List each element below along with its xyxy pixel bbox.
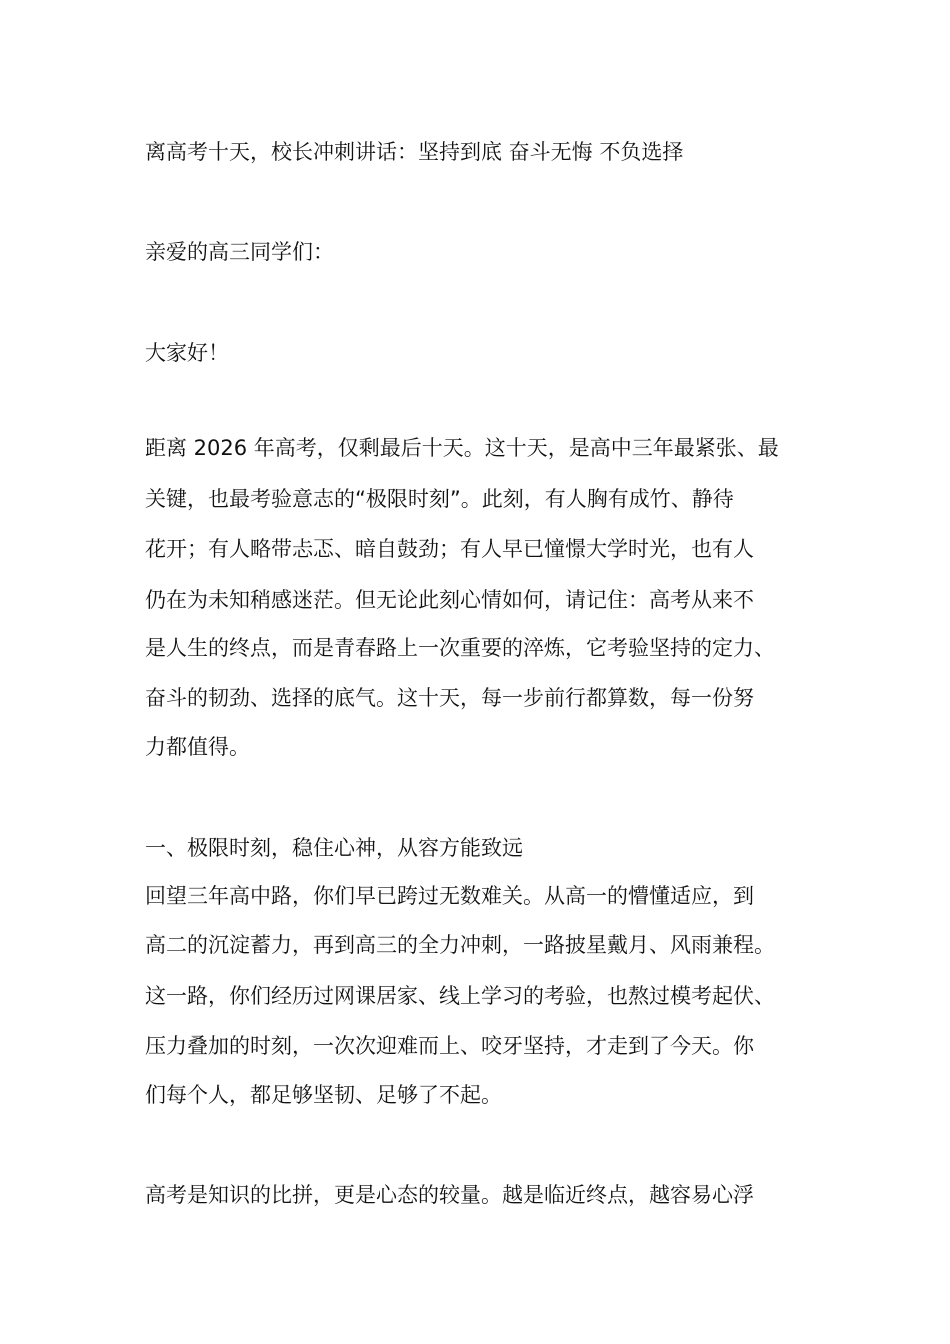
- section-line: 高二的沉淀蓄力，再到高三的全力冲刺，一路披星戴月、风雨兼程。: [145, 933, 775, 957]
- intro-line: 奋斗的韧劲、选择的底气。这十天，每一步前行都算数，每一份努: [145, 686, 754, 710]
- intro-line: 力都值得。: [145, 735, 250, 759]
- intro-line: 仍在为未知稍感迷茫。但无论此刻心情如何，请记住：高考从来不: [145, 588, 754, 612]
- intro-line: 距离 2026 年高考，仅剩最后十天。这十天，是高中三年最紧张、最: [145, 436, 779, 460]
- intro-line: 花开；有人略带忐忑、暗自鼓劲；有人早已憧憬大学时光，也有人: [145, 537, 754, 561]
- intro-line: 是人生的终点，而是青春路上一次重要的淬炼，它考验坚持的定力、: [145, 636, 775, 660]
- section-line: 们每个人，都足够坚韧、足够了不起。: [145, 1083, 502, 1107]
- greeting: 大家好！: [145, 341, 229, 365]
- section-line: 回望三年高中路，你们早已跨过无数难关。从高一的懵懂适应，到: [145, 884, 754, 908]
- section-heading: 一、极限时刻，稳住心神，从容方能致远: [145, 836, 523, 860]
- section-line: 这一路，你们经历过网课居家、线上学习的考验，也熬过模考起伏、: [145, 984, 775, 1008]
- salutation: 亲爱的高三同学们：: [145, 240, 334, 264]
- section-paragraph-line: 高考是知识的比拼，更是心态的较量。越是临近终点，越容易心浮: [145, 1183, 754, 1207]
- intro-line: 关键，也最考验意志的“极限时刻”。此刻，有人胸有成竹、静待: [145, 487, 734, 511]
- section-line: 压力叠加的时刻，一次次迎难而上、咬牙坚持，才走到了今天。你: [145, 1034, 754, 1058]
- document-title: 离高考十天，校长冲刺讲话：坚持到底 奋斗无悔 不负选择: [145, 140, 684, 164]
